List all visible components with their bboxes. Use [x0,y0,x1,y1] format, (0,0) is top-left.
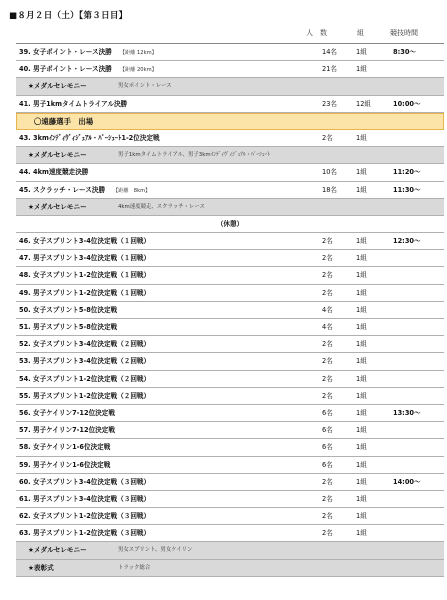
group-count: 1組 [356,477,367,486]
event-name: 43. 3kmｲﾝﾃﾞｨｳﾞｨｼﾞｭｱﾙ・ﾊﾟｰｼｭｰﾄ1-2位決定戦 [19,133,160,142]
ceremony-description: トラック総合 [118,564,151,571]
event-name: 45. スクラッチ・レース決勝 【距離 8km】 [19,185,151,194]
participant-count: 6名 [322,443,333,452]
participant-count: 23名 [322,99,337,108]
event-row [16,508,444,525]
event-name: 58. 女子ケイリン1-6位決定戦 [19,443,111,452]
schedule-table [16,43,444,577]
ceremony-description: 男女スプリント、男女ケイリン [118,547,193,554]
ceremony-label: ★メダルセレモニー [28,546,87,555]
participant-count: 2名 [322,357,333,366]
event-row [16,285,444,302]
participant-count: 2名 [322,391,333,400]
distance-note: 【距離 20km】 [119,67,157,74]
event-name: 49. 男子スプリント1-2位決定戦（１回戦） [19,288,151,297]
event-name: 41. 男子1kmタイムトライアル決勝 [19,99,128,108]
group-count: 1組 [356,374,367,383]
ceremony-row [16,199,444,216]
event-row [16,250,444,267]
break-label: （休憩） [216,219,244,228]
event-row [16,474,444,491]
ceremony-label: ★メダルセレモニー [28,151,87,160]
event-row [16,44,444,61]
ceremony-description: 男女ポイント・レース [118,83,172,90]
start-time: 10:00〜 [393,99,421,108]
ceremony-row [16,560,444,577]
participant-count: 18名 [322,185,337,194]
event-row [16,130,444,147]
ceremony-description: 4km速度競走、スクラッチ・レース [118,203,205,210]
group-count: 1組 [356,48,367,56]
group-count: 1組 [356,460,367,469]
event-name: 63. 男子スプリント1-2位決定戦（３回戦） [19,529,151,538]
participant-count: 2名 [322,494,333,503]
event-name: 54. 女子スプリント1-2位決定戦（２回戦） [19,374,151,383]
event-name: 59. 男子ケイリン1-6位決定戦 [19,460,111,469]
event-row [16,388,444,405]
event-name: 51. 男子スプリント5-8位決定戦 [19,323,118,331]
participant-count: 2名 [322,133,333,142]
event-row [16,96,444,113]
start-time: 13:30〜 [393,408,421,417]
event-row [16,61,444,78]
event-name: 57. 男子ケイリン7-12位決定戦 [19,426,115,435]
event-row [16,457,444,474]
group-count: 1組 [356,323,367,331]
participant-count: 10名 [322,168,337,177]
event-row [16,439,444,456]
group-count: 12組 [356,99,371,108]
break-row [16,216,444,233]
distance-note: 【距離 12km】 [119,50,157,56]
event-row [16,233,444,250]
group-count: 1組 [356,254,367,263]
ceremony-row [16,542,444,559]
event-row [16,336,444,353]
ceremony-label: ★表彰式 [28,563,54,572]
start-time: 14:00〜 [393,477,421,486]
participant-count: 2名 [322,288,333,297]
highlight-text: 〇遠藤選手 出場 [34,116,94,126]
group-count: 1組 [356,65,367,74]
participant-count: 4名 [322,305,333,314]
group-count: 1組 [356,357,367,366]
participant-count: 2名 [322,237,333,246]
group-count: 1組 [356,408,367,417]
group-count: 1組 [356,443,367,452]
event-row [16,182,444,199]
participant-count: 21名 [322,65,337,74]
group-count: 1組 [356,168,367,177]
participant-count: 2名 [322,529,333,538]
start-time: 12:30〜 [393,237,421,246]
group-count: 1組 [356,426,367,435]
event-row [16,164,444,181]
participant-count: 2名 [322,340,333,349]
page-title: ■８月２日（土）【第３日目】 [9,11,128,21]
event-name: 48. 女子スプリント1-2位決定戦（１回戦） [19,271,151,280]
ceremony-label: ★メダルセレモニー [28,202,87,211]
event-row [16,267,444,284]
participant-count: 2名 [322,512,333,521]
event-name: 39. 女子ポイント・レース決勝 【距離 12km】 [19,48,157,56]
highlight-row [16,113,444,130]
participant-count: 2名 [322,254,333,263]
group-count: 1組 [356,237,367,246]
column-header-count: 人 数 [306,29,327,37]
ceremony-label: ★メダルセレモニー [28,82,87,91]
event-name: 53. 男子スプリント3-4位決定戦（２回戦） [19,357,151,366]
distance-note: 【距離 8km】 [113,187,151,194]
event-name: 47. 男子スプリント3-4位決定戦（１回戦） [19,254,151,263]
event-row [16,319,444,336]
event-row [16,371,444,388]
group-count: 1組 [356,391,367,400]
event-name: 62. 女子スプリント1-2位決定戦（３回戦） [19,512,151,521]
event-name: 50. 女子スプリント5-8位決定戦 [19,305,118,314]
start-time: 11:30〜 [393,185,421,194]
event-name: 40. 男子ポイント・レース決勝 【距離 20km】 [19,65,157,74]
group-count: 1組 [356,133,367,142]
group-count: 1組 [356,512,367,521]
event-name: 46. 女子スプリント3-4位決定戦（１回戦） [19,237,151,246]
participant-count: 14名 [322,48,337,56]
event-name: 44. 4km速度競走決勝 [19,168,89,177]
event-name: 55. 男子スプリント1-2位決定戦（２回戦） [19,391,151,400]
group-count: 1組 [356,271,367,280]
group-count: 1組 [356,305,367,314]
event-row [16,302,444,319]
event-name: 56. 女子ケイリン7-12位決定戦 [19,408,115,417]
participant-count: 2名 [322,477,333,486]
start-time: 8:30〜 [393,48,416,56]
participant-count: 4名 [322,323,333,331]
participant-count: 2名 [322,374,333,383]
ceremony-row [16,78,444,95]
group-count: 1組 [356,494,367,503]
event-row [16,405,444,422]
event-name: 61. 男子スプリント3-4位決定戦（３回戦） [19,494,151,503]
ceremony-row [16,147,444,164]
ceremony-description: 男子1kmタイムトライアル、男子3kmｲﾝﾃﾞｨｳﾞｨｼﾞｭｱﾙ・ﾊﾟｰｼｭｰﾄ [118,152,270,159]
column-header-group: 組 [357,29,364,37]
group-count: 1組 [356,529,367,538]
event-row [16,525,444,542]
event-row [16,491,444,508]
participant-count: 6名 [322,460,333,469]
start-time: 11:20〜 [393,168,421,177]
participant-count: 2名 [322,271,333,280]
group-count: 1組 [356,288,367,297]
group-count: 1組 [356,340,367,349]
event-row [16,353,444,370]
event-name: 60. 女子スプリント3-4位決定戦（３回戦） [19,477,151,486]
participant-count: 6名 [322,408,333,417]
event-name: 52. 女子スプリント3-4位決定戦（２回戦） [19,340,151,349]
event-row [16,422,444,439]
participant-count: 6名 [322,426,333,435]
column-header-time: 競技時間 [390,29,418,37]
group-count: 1組 [356,185,367,194]
